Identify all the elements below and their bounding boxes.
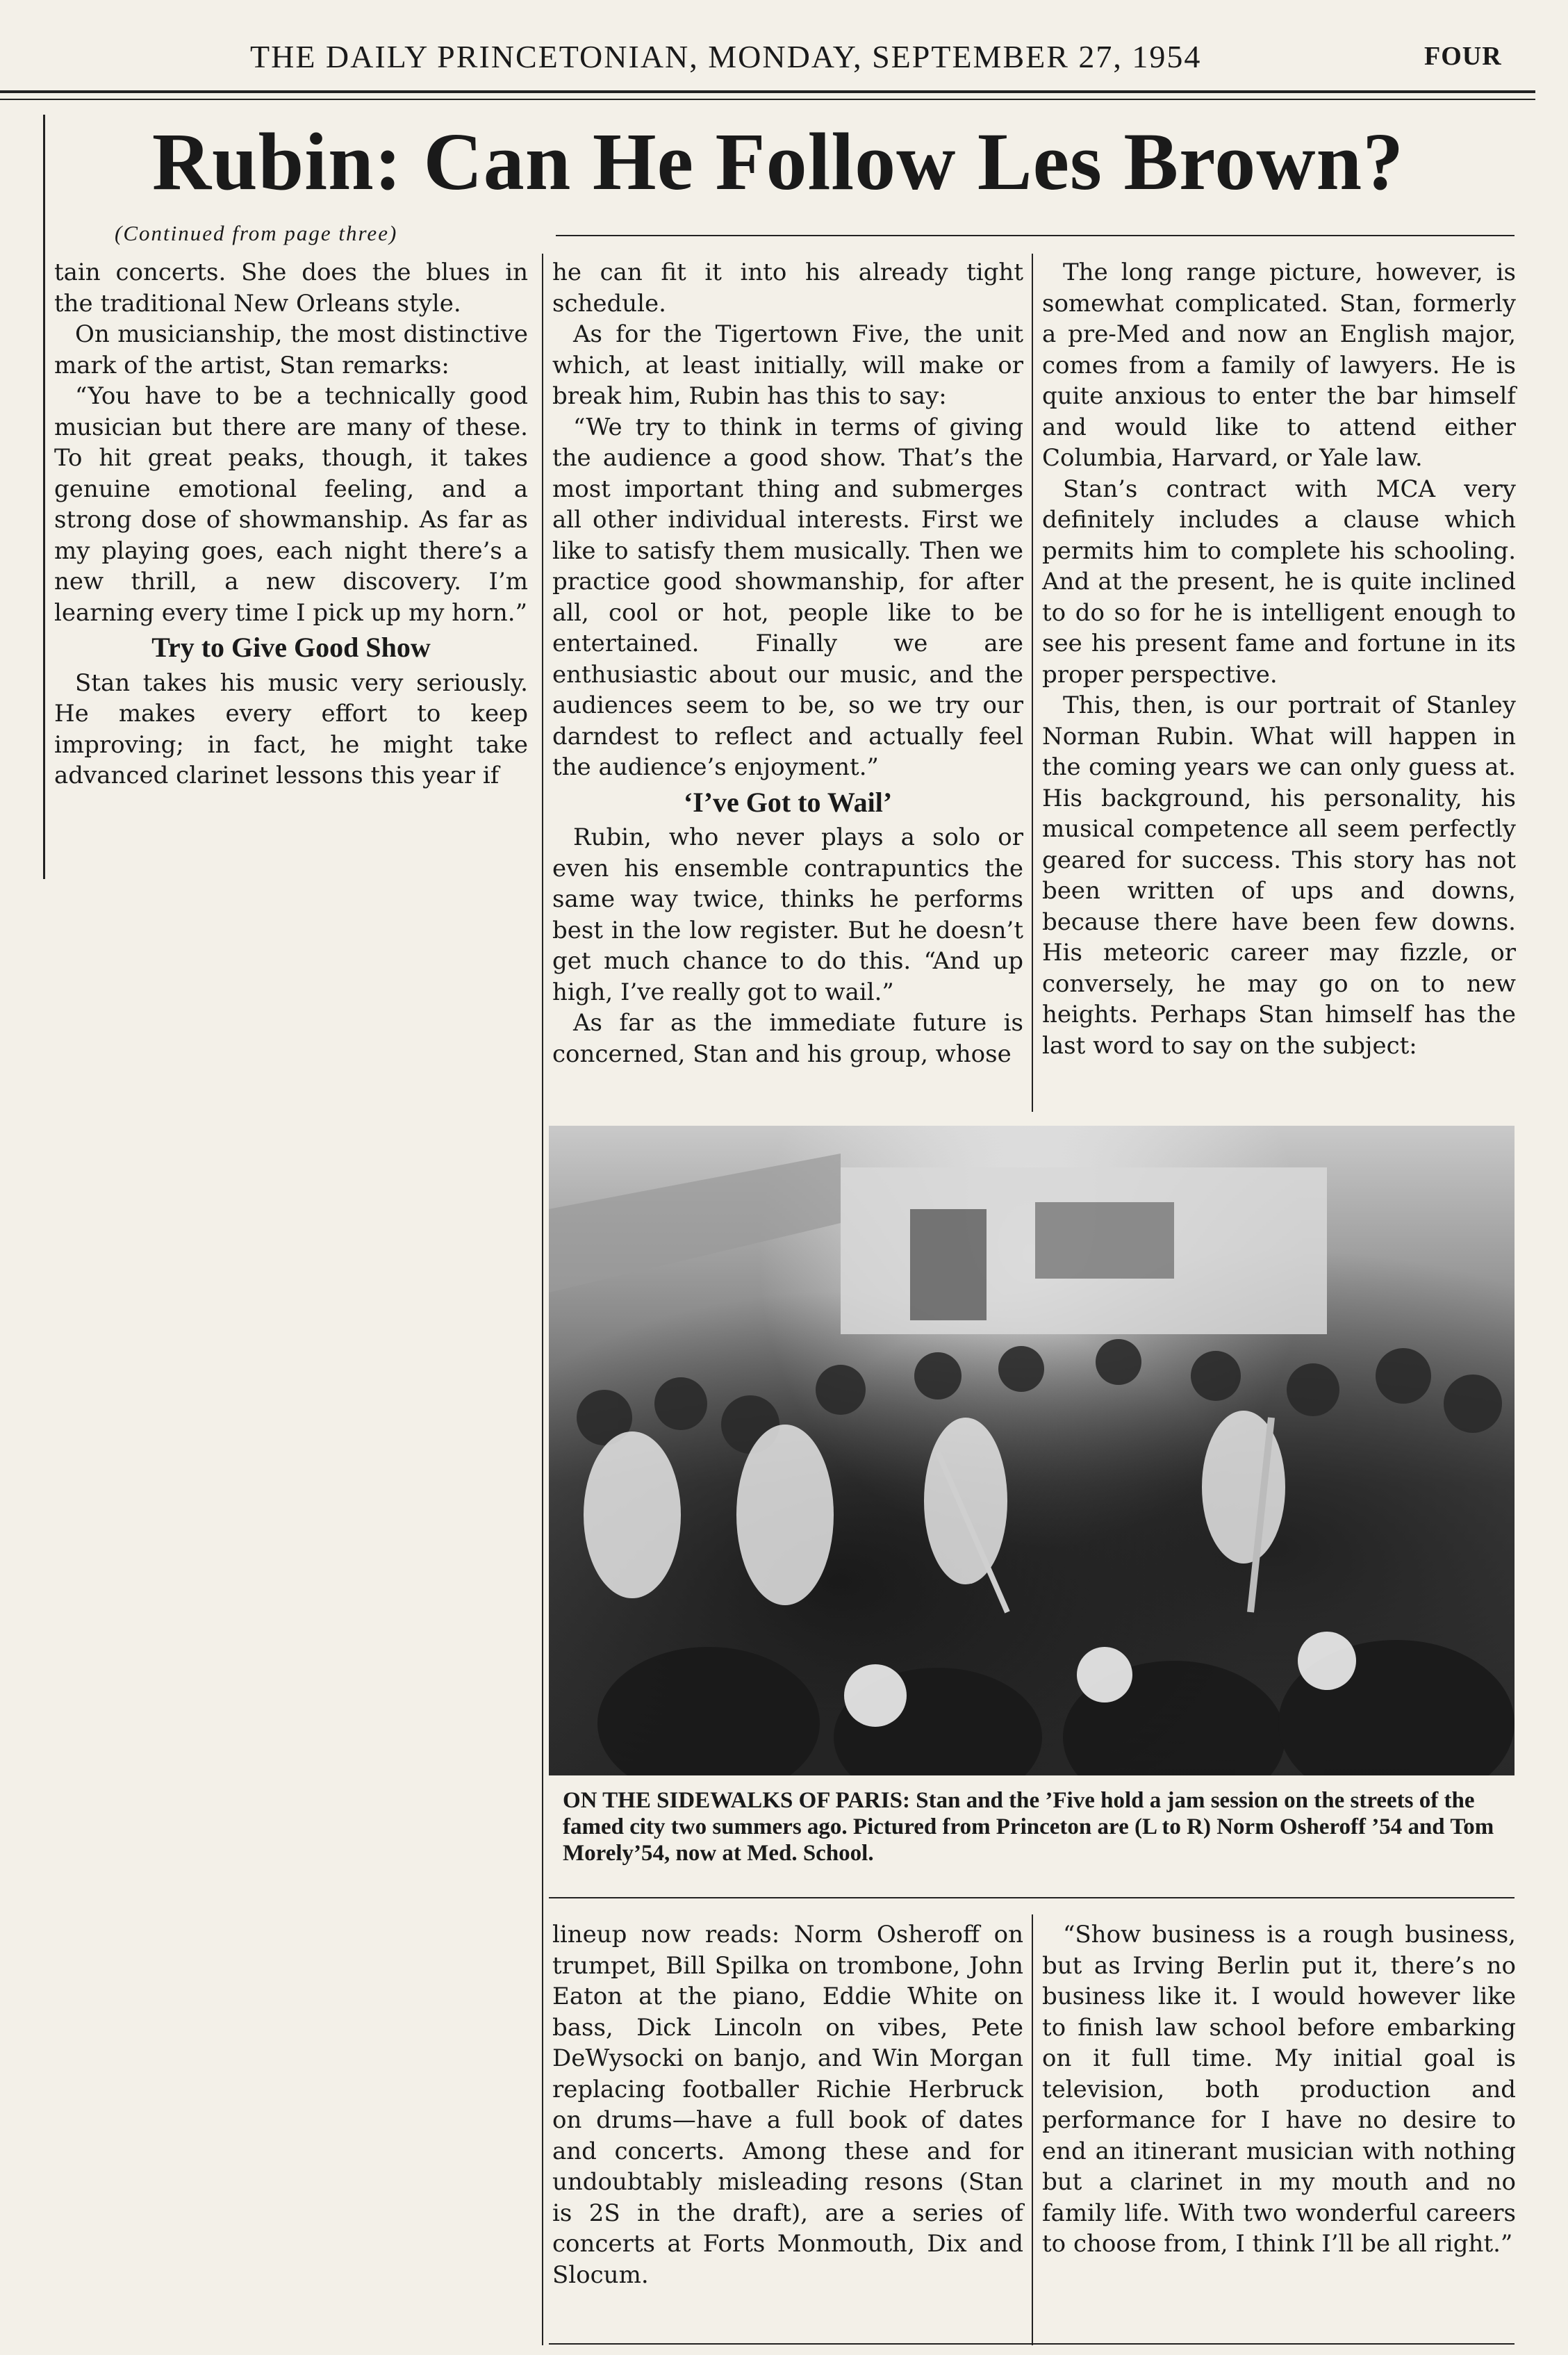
headline: Rubin: Can He Follow Les Brown? [151, 116, 1405, 207]
col5-paragraph: “Show business is a rough business, but as Irving Berlin put it, there’s no business like it. I would however like to finish law school before embarking on it full time. My initial goal is television, both production and performance for I have no desire to end an itinerant musician with nothing but a clarinet in my mouth and no family life. With two wonderful careers to choose from, I think I’ll be all right.” [1042, 1921, 1516, 2258]
col4-paragraph: lineup now reads: Norm Osheroff on trumpet, Bill Spilka on trombone, John Eaton at the piano, Eddie White on bass, Dick Lincoln on vibes, Pete DeWysocki on banjo, and Win Morgan replacing footballer Richie Herbruck on drums—have a full book of dates and concerts. Among these and for undoubtably misleading resons (Stan is 2S in the draft), are a series of concerts at Forts Monmouth, Dix and Slocum. [552, 1921, 1023, 2289]
col2-paragraph: Rubin, who never plays a solo or even his ensemble contrapuntics the same way twice, thinks he performs best in the low register. But he doesn’t get much chance to do this. “And up high, I’ve really got to wail.” [552, 823, 1023, 1006]
continued-note: (Continued from page three) [115, 221, 398, 245]
col1-paragraph: “You have to be a technically good musician but there are many of these. To hit great peaks, though, it takes genuine emotional feeling, and a strong dose of showmanship. As far as my playing goes, each night there’s a new thrill, a new discovery. I’m learning every time I pick up my horn.” [54, 382, 528, 627]
col2-paragraph: As far as the immediate future is concerned, Stan and his group, whose [552, 1009, 1023, 1068]
masthead-rule-bottom [0, 99, 1535, 100]
col3-paragraph: This, then, is our portrait of Stanley Norman Rubin. What will happen in the coming years we can only guess at. His background, his personality, his musical competence all seem perfectly geared for success. This story has not been written of ups and downs, because there have been few downs. His meteoric career may fizzle, or conversely, he may go on to new heights. Perhaps Stan himself has the last word to say on the subject: [1042, 691, 1516, 1060]
bottom-rule [549, 2343, 1515, 2345]
article-column-5 [1042, 1919, 1516, 2260]
article-column-1 [54, 257, 528, 791]
left-column-border [43, 115, 45, 879]
photo-caption: ON THE SIDEWALKS OF PARIS: Stan and the ’Five hold a jam session on the streets of the famed city two summers ago. Pictured from Princeton are (L to R) Norm Osheroff ’54 and Tom Morely’54, now at Med. School. [563, 1788, 1494, 1866]
column-divider-3 [1032, 1914, 1033, 2345]
col2-subhead: ‘I’ve Got to Wail’ [683, 786, 893, 818]
article-column-3 [1042, 257, 1516, 1061]
col1-paragraph: Stan takes his music very seriously. He makes every effort to keep improving; in fact, he might take advanced clarinet lessons this year if [54, 668, 528, 789]
col1-paragraph: tain concerts. She does the blues in the traditional New Orleans style. [54, 259, 528, 318]
col2-paragraph: he can fit it into his already tight schedule. [552, 259, 1023, 318]
jam-session-photo [549, 1126, 1515, 1775]
article-column-2 [552, 257, 1023, 1069]
column-divider-1 [542, 254, 543, 2345]
page-number: FOUR [1424, 42, 1502, 71]
col3-paragraph: The long range picture, however, is somewhat complicated. Stan, formerly a pre-Med and now an English major, comes from a family of lawyers. He is quite anxious to enter the bar himself and would like to attend either Columbia, Harvard, or Yale law. [1042, 259, 1516, 472]
column-divider-2 [1032, 254, 1033, 1112]
column-top-rule [556, 235, 1515, 236]
col2-paragraph: As for the Tigertown Five, the unit which, at least initially, will make or break him, Rubin has this to say: [552, 320, 1023, 410]
masthead-title: THE DAILY PRINCETONIAN, MONDAY, SEPTEMBER 27, 1954 [250, 39, 1202, 74]
lower-columns-rule [549, 1897, 1515, 1898]
article-column-4 [552, 1919, 1023, 2290]
col2-paragraph: “We try to think in terms of giving the audience a good show. That’s the most important thing and submerges all other individual interests. First we like to satisfy them musically. Then we practice good showmanship, for after all, cool or hot, people like to be entertained. Finally we are enthusiastic about our music, and the audiences seem to be, so we try our darndest to reflect and actually feel the audience’s enjoyment.” [552, 413, 1023, 781]
col1-subhead: Try to Give Good Show [151, 632, 431, 663]
col1-paragraph: On musicianship, the most distinctive mark of the artist, Stan remarks: [54, 320, 528, 379]
masthead [0, 38, 1568, 87]
col3-paragraph: Stan’s contract with MCA very definitely includes a clause which permits him to complete his schooling. And at the present, he is quite inclined to do so for he is intelligent enough to see his present fame and fortune in its proper perspective. [1042, 475, 1516, 689]
masthead-rule-top [0, 90, 1535, 93]
